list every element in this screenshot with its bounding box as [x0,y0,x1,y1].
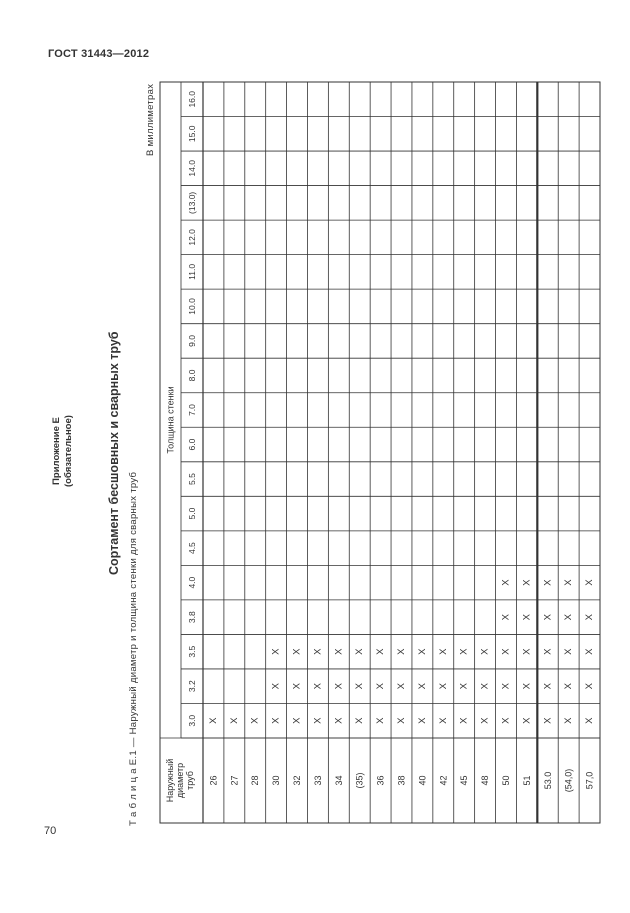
cell-mark: X [354,683,366,690]
cell-mark: X [563,579,575,586]
cell-mark: X [270,683,282,690]
diameter-label: 51 [521,775,532,786]
cell-mark: X [500,683,512,690]
cell-mark: X [521,683,533,690]
diameter-label: (35) [354,772,365,789]
cell-mark: X [521,613,533,621]
cell-mark: X [542,579,554,586]
cell-mark: X [207,717,219,724]
cell-mark: X [458,683,470,690]
cell-mark: X [521,648,533,655]
cell-mark: X [375,683,387,690]
cell-mark: X [521,579,533,586]
cell-mark: X [291,648,303,655]
diameter-label: 40 [417,775,428,786]
diameter-label: 53.0 [542,771,553,790]
cell-mark: X [291,683,303,690]
thickness-label: 4.0 [187,576,197,589]
cell-mark: X [354,717,366,724]
cell-mark: X [500,648,512,655]
cell-mark: X [437,717,449,724]
table-frame [160,82,600,823]
cell-mark: X [479,648,491,655]
cell-mark: X [584,717,596,724]
cell-mark: X [375,717,387,724]
cell-mark: X [416,648,428,655]
thickness-label: 14.0 [187,160,197,177]
thickness-label: 7.0 [187,404,197,416]
cell-mark: X [584,579,596,586]
diameter-label: 45 [459,775,470,786]
cell-mark: X [563,648,575,655]
cell-mark: X [333,648,345,655]
thickness-header: Толщина стенки [165,386,176,454]
cell-mark: X [437,648,449,655]
thickness-label: 6.0 [187,438,197,451]
thickness-label: 12.0 [187,229,197,246]
table-caption: Т а б л и ц а Е.1 — Наружный диаметр и толщина стенки для сварных труб [128,471,139,826]
diameter-label: 27 [229,775,240,786]
cell-mark: X [479,717,491,724]
cell-mark: X [584,613,596,621]
cell-mark: X [416,683,428,690]
diameter-label: 32 [292,775,303,786]
cell-mark: X [396,683,407,690]
cell-mark: X [542,648,554,655]
cell-mark: X [228,717,240,724]
cell-mark: X [291,717,303,724]
cell-mark: X [458,717,470,724]
diameter-label: 30 [271,775,282,786]
diameter-label: 26 [208,775,219,786]
diameter-label: 57,0 [584,771,595,790]
appendix-title: Приложение Е [51,417,62,485]
thickness-label: 11.0 [187,263,197,280]
cell-mark: X [312,683,324,690]
diameter-label: 33 [312,775,323,786]
cell-mark: X [500,613,512,621]
thickness-label: 3.2 [187,680,197,693]
section-title: Сортамент бесшовных и сварных труб [107,331,121,575]
thickness-label: 16.0 [187,90,197,108]
cell-mark: X [437,683,449,690]
cell-mark: X [542,613,554,621]
diameter-label: 36 [375,775,386,786]
cell-mark: X [333,717,345,724]
thickness-label: (13.0) [187,191,197,214]
diameter-label: (54,0) [563,768,574,793]
cell-mark: X [563,683,575,690]
cell-mark: X [479,683,491,690]
thickness-label: 3.0 [187,714,197,727]
thickness-label: 15.0 [187,125,197,143]
thickness-label: 9.0 [187,335,197,347]
thickness-label: 10.0 [187,298,197,315]
units-note: В миллиметрах [145,83,156,156]
cell-mark: X [270,717,282,724]
diameter-label: 28 [250,775,261,786]
thickness-label: 3.8 [187,611,197,624]
cell-mark: X [542,683,554,690]
document-code: ГОСТ 31443—2012 [48,48,150,60]
cell-mark: X [354,648,366,655]
cell-mark: X [396,648,407,655]
cell-mark: X [375,648,387,655]
thickness-label: 8.0 [187,369,197,382]
cell-mark: X [563,717,575,724]
cell-mark: X [333,683,345,690]
diameter-label: 34 [333,775,344,786]
diameter-label: 38 [396,775,407,786]
diameter-label: 50 [500,775,511,786]
cell-mark: X [312,717,324,724]
cell-mark: X [270,648,282,655]
cell-mark: X [249,717,261,724]
cell-mark: X [521,717,533,724]
diameter-header: труб [185,771,195,790]
cell-mark: X [500,717,512,724]
diameter-label: 42 [438,775,449,786]
thickness-label: 5.5 [187,473,197,485]
thickness-label: 5.0 [187,507,197,520]
appendix-status: (обязательное) [63,415,74,487]
cell-mark: X [312,648,324,655]
page-number: 70 [44,825,57,837]
cell-mark: X [458,648,470,655]
thickness-label: 3.5 [187,645,197,658]
cell-mark: X [416,717,428,724]
cell-mark: X [563,613,575,621]
cell-mark: X [542,717,554,724]
diameter-header: диаметр [175,762,185,799]
cell-mark: X [500,579,512,586]
diameter-label: 48 [480,775,491,786]
diameter-header: Наружный [165,758,175,803]
cell-mark: X [396,717,407,724]
cell-mark: X [584,683,596,690]
thickness-label: 4.5 [187,542,197,555]
cell-mark: X [584,648,596,655]
